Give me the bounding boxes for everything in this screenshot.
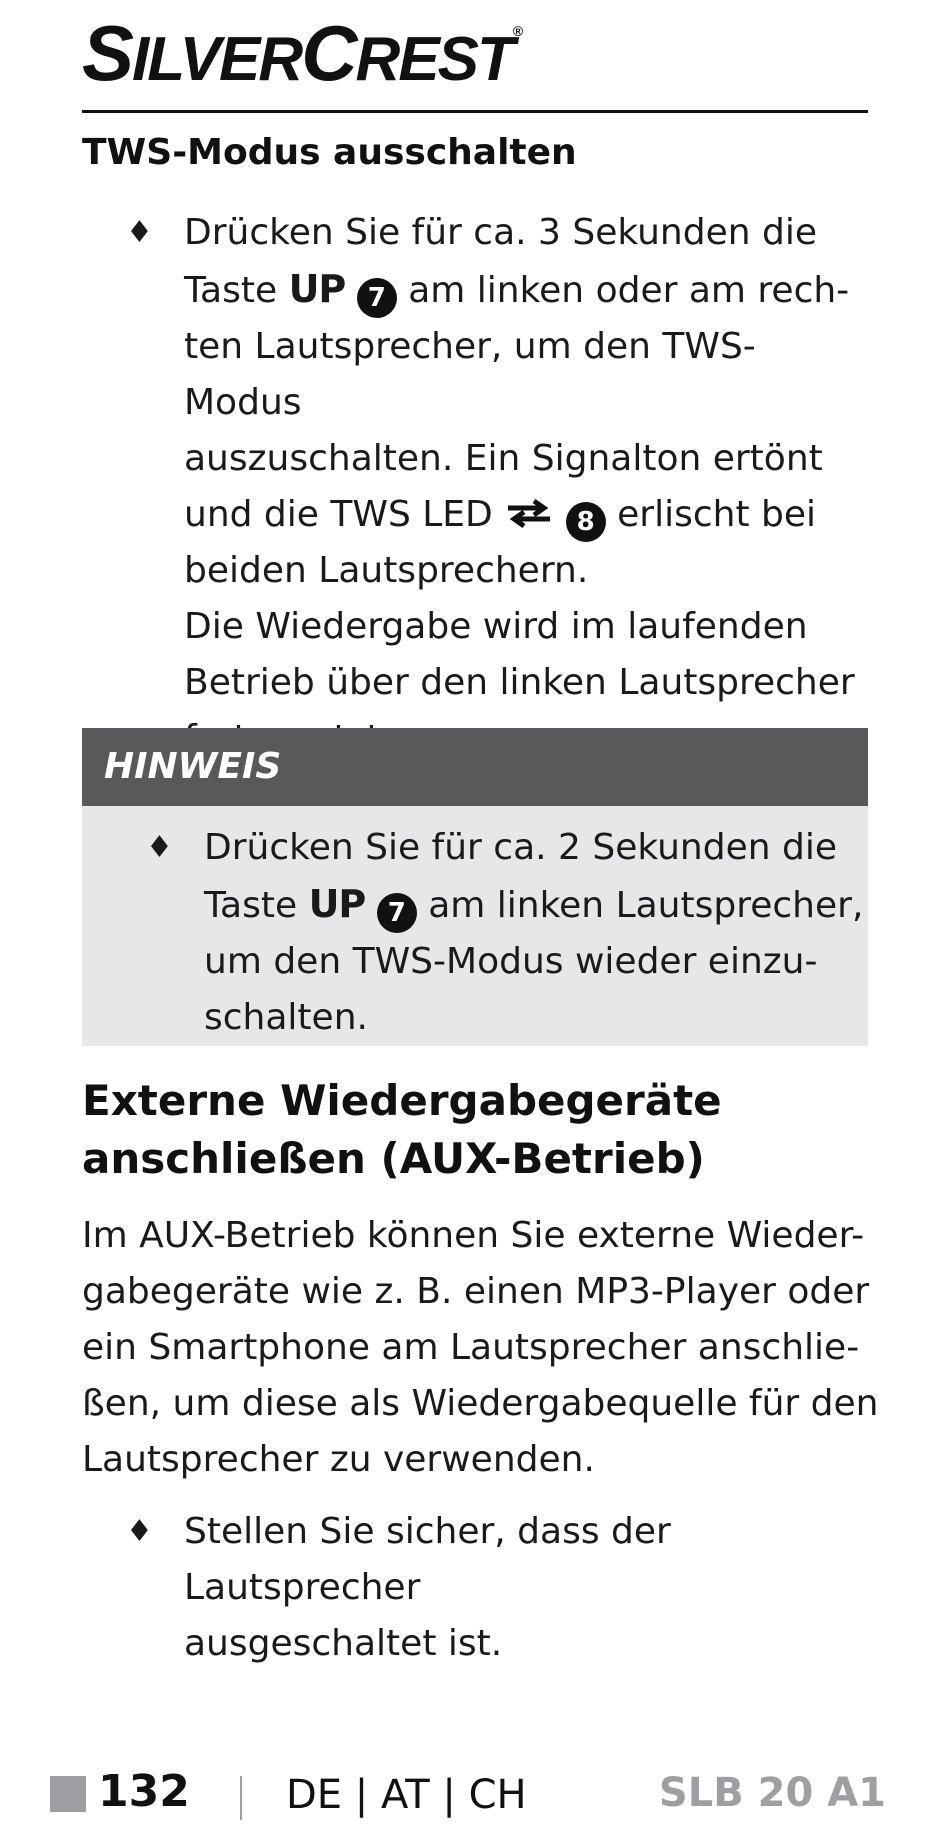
footer-model: SLB 20 A1 <box>658 1770 886 1816</box>
footer-region: DE | AT | CH <box>286 1772 527 1818</box>
instruction-text: Drücken Sie für ca. 3 Sekunden die Taste UP 7 am linken oder am rech- ten Lautsprecher, um den TWS-Modus auszuschalten. Ein Signalton ertönt und die TWS LED 8 erlischt bei beiden Lautsprechern. Die Wiedergabe wird im laufenden Betrieb über den linken Lautsprecher <box>184 212 855 703</box>
section-title-tws-off: TWS-Modus ausschalten <box>82 132 577 173</box>
header-rule <box>82 110 868 113</box>
brand-logo: SILVERCREST® <box>82 9 522 97</box>
footer-divider <box>240 1776 242 1820</box>
callout-number: 8 <box>566 502 606 542</box>
up-button-label: UP <box>308 882 366 926</box>
bullet-diamond-icon: ♦ <box>126 215 153 250</box>
note-heading: HINWEIS <box>104 746 282 787</box>
section-title-aux: Externe Wiedergabegeräte anschließen (AUX-Betrieb) <box>82 1076 722 1183</box>
tws-arrows-icon <box>504 498 554 528</box>
bullet-diamond-icon: ♦ <box>146 830 173 865</box>
page-number: 132 <box>98 1766 190 1817</box>
aux-paragraph: Im AUX-Betrieb können Sie externe Wieder- gabegeräte wie z. B. einen MP3-Player oder ein Smartphone am Lautsprecher anschlie- ßen, um diese als Wiedergabequelle für den Lautsprecher zu verwenden. <box>82 1215 879 1480</box>
callout-number: 7 <box>377 893 417 933</box>
note-header <box>82 728 868 806</box>
up-button-label: UP <box>288 267 346 311</box>
footer-square-icon <box>50 1776 86 1812</box>
callout-number: 7 <box>357 278 397 318</box>
bullet-diamond-icon: ♦ <box>126 1514 153 1549</box>
